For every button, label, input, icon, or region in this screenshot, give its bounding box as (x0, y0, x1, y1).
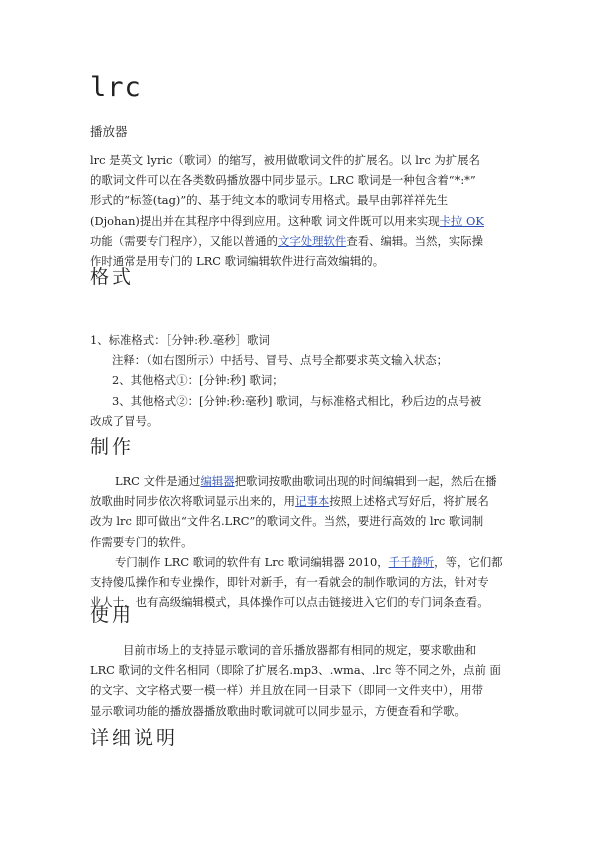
make-line (90, 552, 522, 572)
use-line: 目前市场上的支持显示歌词的音乐播放器都有相同的规定，要求歌曲和 (123, 643, 477, 657)
make-line: 改为 lrc 即可做出“文件名.LRC”的歌词文件。当然，要进行高效的 lrc 歌词制 (90, 514, 484, 529)
page-title: lrc (90, 72, 142, 103)
make-text: ，等，它们都 (434, 554, 503, 569)
intro-text: 查看、编辑。当然，实际操 (346, 233, 484, 248)
use-line: LRC 歌词的文件名相同（即除了扩展名.mp3、.wma、.lrc 等不同之外，点前 面 (90, 663, 501, 678)
notepad-link[interactable]: 记事本 (295, 494, 330, 509)
use-section (90, 640, 522, 721)
format-line: 注释：（如右图所示）中括号、冒号、点号全都要求英文输入状态； (112, 353, 449, 368)
editor-link[interactable]: 编辑器 (200, 474, 235, 488)
make-line (90, 471, 522, 491)
use-heading: 使用 (90, 604, 135, 626)
detail-heading: 详细说明 (90, 727, 179, 749)
karaoke-link[interactable]: 卡拉 OK (439, 213, 484, 228)
format-line: 改成了冒号。 (90, 413, 159, 428)
make-text: 专门制作 LRC 歌词的软件有 Lrc 歌词编辑器 2010， (115, 554, 389, 569)
use-line: 的文字、文字格式要一模一样）并且放在同一目录下（即同一文件夹中），用带 (90, 683, 483, 698)
intro-line: 作时通常是用专门的 LRC 歌词编辑软件进行高效编辑的。 (90, 254, 385, 269)
format-section (90, 330, 522, 431)
make-line: 作需要专门的软件。 (90, 534, 193, 549)
intro-text: 功能（需要专门程序），又能以普通的 (90, 233, 278, 248)
format-line: 3、其他格式②：[分钟:秒:毫秒] 歌词，与标准格式相比，秒后边的点号被 (112, 393, 482, 408)
make-text: 放歌曲时同步依次将歌词显示出来的，用 (90, 494, 296, 509)
format-heading: 格式 (90, 266, 135, 288)
intro-line: 形式的“标签(tag)”的、基于纯文本的歌词专用格式。最早由郭祥祥先生 (90, 193, 449, 208)
format-line: 2、其他格式①：[分钟:秒] 歌词； (112, 373, 284, 388)
format-line: 1、标准格式：［分钟:秒.毫秒］歌词 (90, 333, 270, 347)
intro-line (90, 211, 522, 231)
ttplayer-link[interactable]: 千千静听 (388, 554, 435, 569)
intro-paragraph (90, 150, 522, 271)
intro-line: lrc 是英文 lyric（歌词）的缩写，被用做歌词文件的扩展名。以 lrc 为扩展名 (90, 153, 480, 167)
intro-line (90, 231, 522, 251)
make-text: 把歌词按歌曲歌词出现的时间编辑到一起，然后在播 (234, 474, 497, 488)
make-line: 业人士，也有高级编辑模式，具体操作可以点击链接进入它们的专门词条查看。 (90, 595, 489, 610)
make-heading: 制作 (90, 436, 135, 458)
intro-line: 的歌词文件可以在各类数码播放器中同步显示。LRC 歌词是一种包含着“*:*” (90, 173, 476, 188)
make-line: 支持傻瓜操作和专业操作，即针对新手，有一看就会的制作歌词的方法，针对专 (90, 575, 489, 590)
intro-text: (Djohan)提出并在其程序中得到应用。这种歌 词文件既可以用来实现 (90, 213, 440, 228)
use-line: 显示歌词功能的播放器播放歌曲时歌词就可以同步显示，方便查看和学歌。 (90, 703, 466, 718)
make-text: LRC 文件是通过 (115, 474, 201, 488)
make-line (90, 491, 522, 511)
make-text: 按照上述格式写好后，将扩展名 (329, 494, 489, 509)
make-section (90, 471, 522, 612)
subtitle: 播放器 (90, 124, 128, 139)
text-processing-software-link[interactable]: 文字处理软件 (277, 233, 347, 248)
